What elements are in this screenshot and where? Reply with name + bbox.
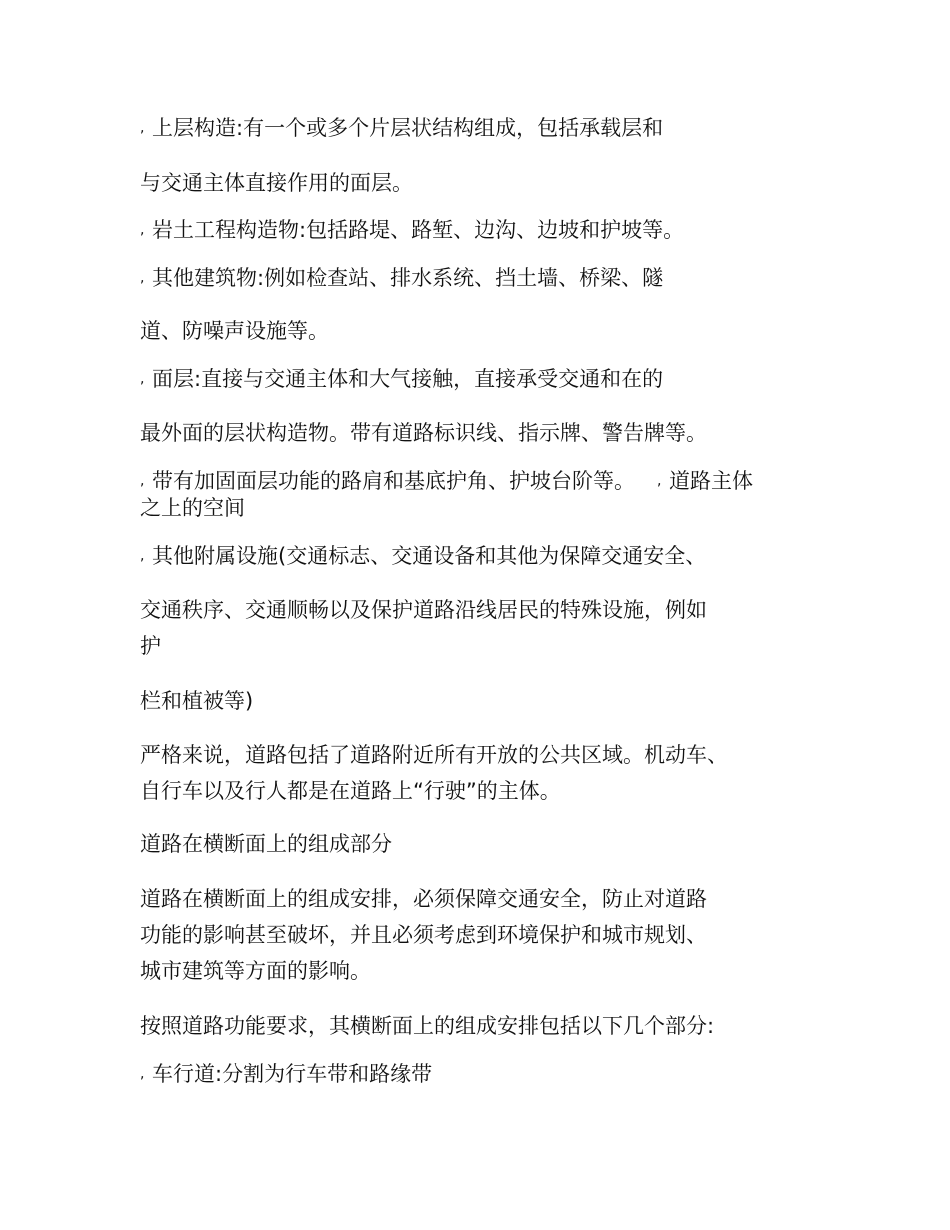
line-text: 功能的影响甚至破坏，并且必须考虑到环境保护和城市规划、 [140,923,707,947]
paragraph-line [140,217,830,243]
paragraph-line [140,495,830,521]
section-heading [140,831,830,857]
paragraph-line [140,170,830,196]
line-text: 其他附属设施(交通标志、交通设备和其他为保障交通安全、 [152,544,707,568]
paragraph-line [140,366,830,392]
line-text: 面层:直接与交通主体和大气接触，直接承受交通和在的 [152,367,664,391]
bullet-mark: , [140,1066,145,1082]
bullet-mark: , [140,222,145,238]
line-text: 道、防噪声设施等。 [140,319,329,343]
line-text: 按照道路功能要求，其横断面上的组成安排包括以下几个部分: [140,1014,715,1038]
paragraph-line [140,1013,830,1039]
paragraph-line [140,922,830,948]
paragraph-line [140,633,830,659]
bullet-mark: , [140,473,145,489]
line-text: 严格来说，道路包括了道路附近所有开放的公共区域。机动车、 [140,743,728,767]
line-text: 护 [140,634,161,658]
line-text: 城市建筑等方面的影响。 [140,959,371,983]
line-text: 之上的空间 [140,496,245,520]
line-text: 道路在横断面上的组成部分 [140,832,392,856]
paragraph-line [140,420,830,446]
bullet-mark: , [140,548,145,564]
bullet-mark: , [140,371,145,387]
line-text: 交通秩序、交通顺畅以及保护道路沿线居民的特殊设施，例如 [140,598,707,622]
line-text: 自行车以及行人都是在道路上“行驶”的主体。 [140,779,561,803]
bullet-mark: , [140,120,145,136]
line-text: 岩土工程构造物:包括路堤、路堑、边沟、边坡和护坡等。 [152,218,685,242]
line-text: 道路在横断面上的组成安排，必须保障交通安全，防止对道路 [140,887,707,911]
paragraph-line [140,742,830,768]
bullet-mark: , [657,473,662,489]
paragraph-line [140,265,830,291]
paragraph-line [140,688,830,714]
line-text: 与交通主体直接作用的面层。 [140,171,413,195]
line-text: 最外面的层状构造物。带有道路标识线、指示牌、警告牌等。 [140,421,707,445]
line-text: 上层构造:有一个或多个片层状结构组成，包括承载层和 [152,116,664,140]
line-text: 其他建筑物:例如检查站、排水系统、挡土墙、桥梁、隧 [152,266,664,290]
paragraph-line [140,958,830,984]
paragraph-line [140,886,830,912]
bullet-mark: , [140,270,145,286]
line-text: 车行道:分割为行车带和路缘带 [152,1062,433,1086]
paragraph-line [140,778,830,804]
paragraph-line [140,318,830,344]
line-text: 带有加固面层功能的路肩和基底护角、护坡台阶等。 [152,469,635,493]
line-text: 栏和植被等) [140,689,254,713]
paragraph-line [140,597,830,623]
paragraph-line [140,115,830,141]
paragraph-line [140,1061,830,1087]
paragraph-line [140,468,830,494]
line-text: 道路主体 [669,469,753,493]
paragraph-line [140,543,830,569]
